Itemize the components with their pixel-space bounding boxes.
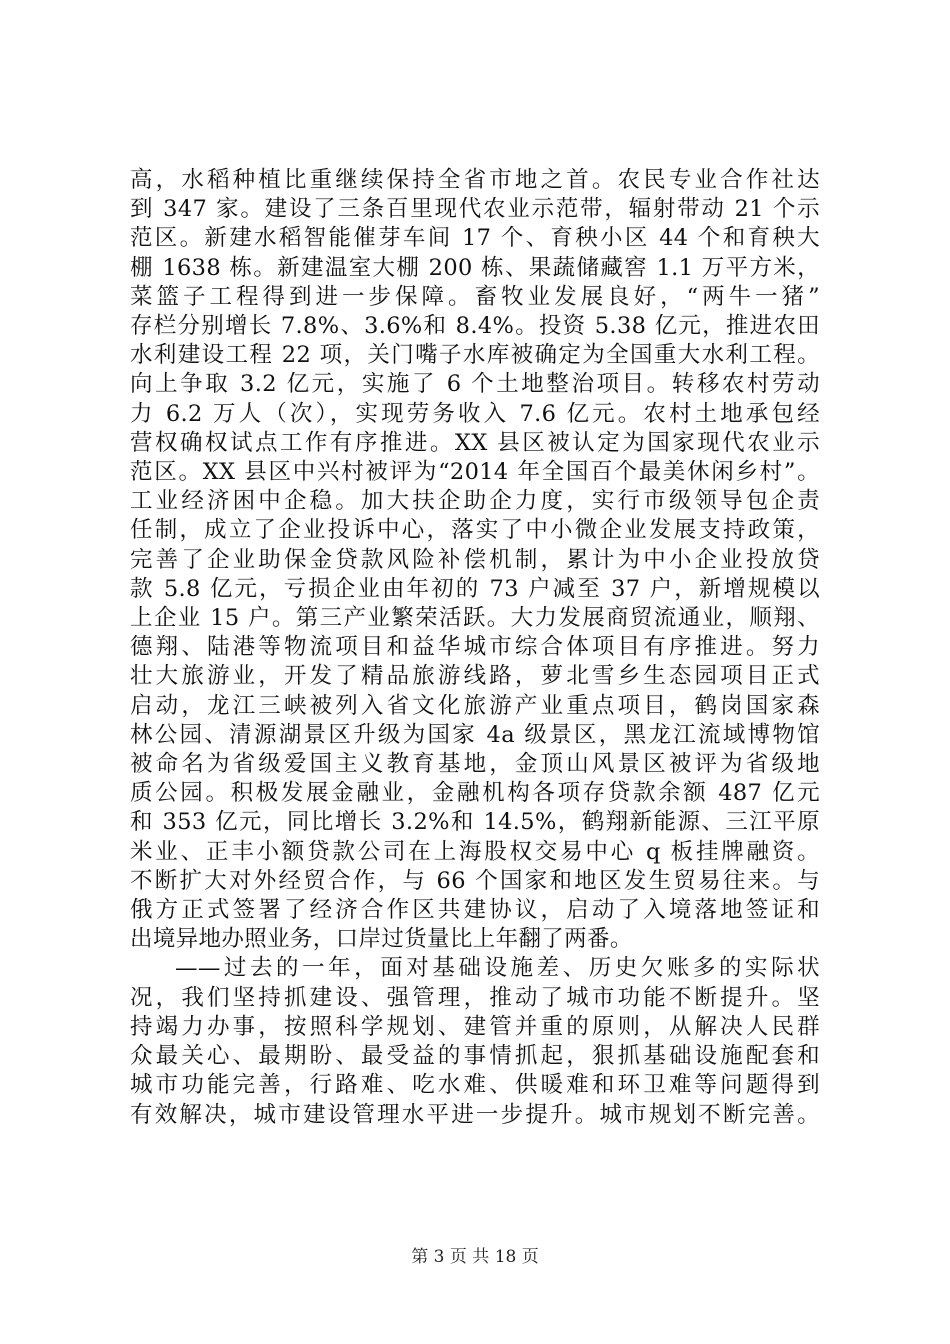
text-line: 水利建设工程 22 项，关门嘴子水库被确定为全国重大水利工程。: [130, 342, 820, 369]
text-line: 菜篮子工程得到进一步保障。畜牧业发展良好，“两牛一猪”: [130, 283, 820, 310]
text-line: 质公园。积极发展金融业，金融机构各项存贷款余额 487 亿元: [130, 780, 820, 807]
text-line: 有效解决，城市建设管理水平进一步提升。城市规划不断完善。: [130, 1101, 820, 1128]
text-line: 持竭力办事，按照科学规划、建管并重的原则，从解决人民群: [130, 1013, 820, 1040]
text-line: 不断扩大对外经贸合作，与 66 个国家和地区发生贸易往来。与: [130, 867, 820, 894]
text-line: 德翔、陆港等物流项目和益华城市综合体项目有序推进。努力: [130, 634, 820, 661]
text-line: 壮大旅游业，开发了精品旅游线路，萝北雪乡生态园项目正式: [130, 663, 820, 690]
text-line: 存栏分别增长 7.8%、3.6%和 8.4%。投资 5.38 亿元，推进农田: [130, 313, 820, 340]
text-line: 营权确权试点工作有序推进。XX 县区被认定为国家现代农业示: [130, 429, 820, 456]
text-line: 出境异地办照业务，口岸过货量比上年翻了两番。: [130, 926, 633, 953]
paragraph-2: [130, 954, 820, 1129]
text-line: ——过去的一年，面对基础设施差、历史欠账多的实际状: [175, 955, 820, 982]
text-line: 到 347 家。建设了三条百里现代农业示范带，辐射带动 21 个示: [130, 196, 820, 223]
text-line: 林公园、清源湖景区升级为国家 4a 级景区，黑龙江流域博物馆: [130, 721, 820, 748]
text-line: 被命名为省级爱国主义教育基地，金顶山风景区被评为省级地: [130, 751, 820, 778]
text-line: 况，我们坚持抓建设、强管理，推动了城市功能不断提升。坚: [130, 984, 820, 1011]
document-body: [130, 166, 820, 1130]
text-line: 俄方正式签署了经济合作区共建协议，启动了入境落地签证和: [130, 897, 820, 924]
text-line: 和 353 亿元，同比增长 3.2%和 14.5%，鹤翔新能源、三江平原: [130, 809, 820, 836]
text-line: 款 5.8 亿元，亏损企业由年初的 73 户减至 37 户，新增规模以: [130, 575, 820, 602]
text-line: 启动，龙江三峡被列入省文化旅游产业重点项目，鹤岗国家森: [130, 692, 820, 719]
text-line: 任制，成立了企业投诉中心，落实了中小微企业发展支持政策，: [130, 517, 820, 544]
text-line: 范区。XX 县区中兴村被评为“2014 年全国百个最美休闲乡村”。: [130, 459, 820, 486]
text-line: 米业、正丰小额贷款公司在上海股权交易中心 q 板挂牌融资。: [130, 838, 820, 865]
text-line: 工业经济困中企稳。加大扶企助企力度，实行市级领导包企责: [130, 488, 820, 515]
page-footer: [0, 1242, 950, 1267]
text-line: 上企业 15 户。第三产业繁荣活跃。大力发展商贸流通业，顺翔、: [130, 605, 820, 632]
text-line: 城市功能完善，行路难、吃水难、供暖难和环卫难等问题得到: [130, 1072, 820, 1099]
text-line: 完善了企业助保金贷款风险补偿机制，累计为中小企业投放贷: [130, 546, 820, 573]
text-line: 高，水稻种植比重继续保持全省市地之首。农民专业合作社达: [130, 167, 820, 193]
text-line: 向上争取 3.2 亿元，实施了 6 个土地整治项目。转移农村劳动: [130, 371, 820, 398]
text-line: 众最关心、最期盼、最受益的事情抓起，狠抓基础设施配套和: [130, 1043, 820, 1070]
text-line: 棚 1638 栋。新建温室大棚 200 栋、果蔬储藏窖 1.1 万平方米，: [130, 254, 820, 281]
text-line: 范区。新建水稻智能催芽车间 17 个、育秧小区 44 个和育秧大: [130, 225, 820, 252]
page-number-label: 第 3 页 共 18 页: [411, 1247, 539, 1267]
text-line: 力 6.2 万人（次），实现劳务收入 7.6 亿元。农村土地承包经: [130, 400, 820, 427]
paragraph-1: [130, 166, 820, 954]
